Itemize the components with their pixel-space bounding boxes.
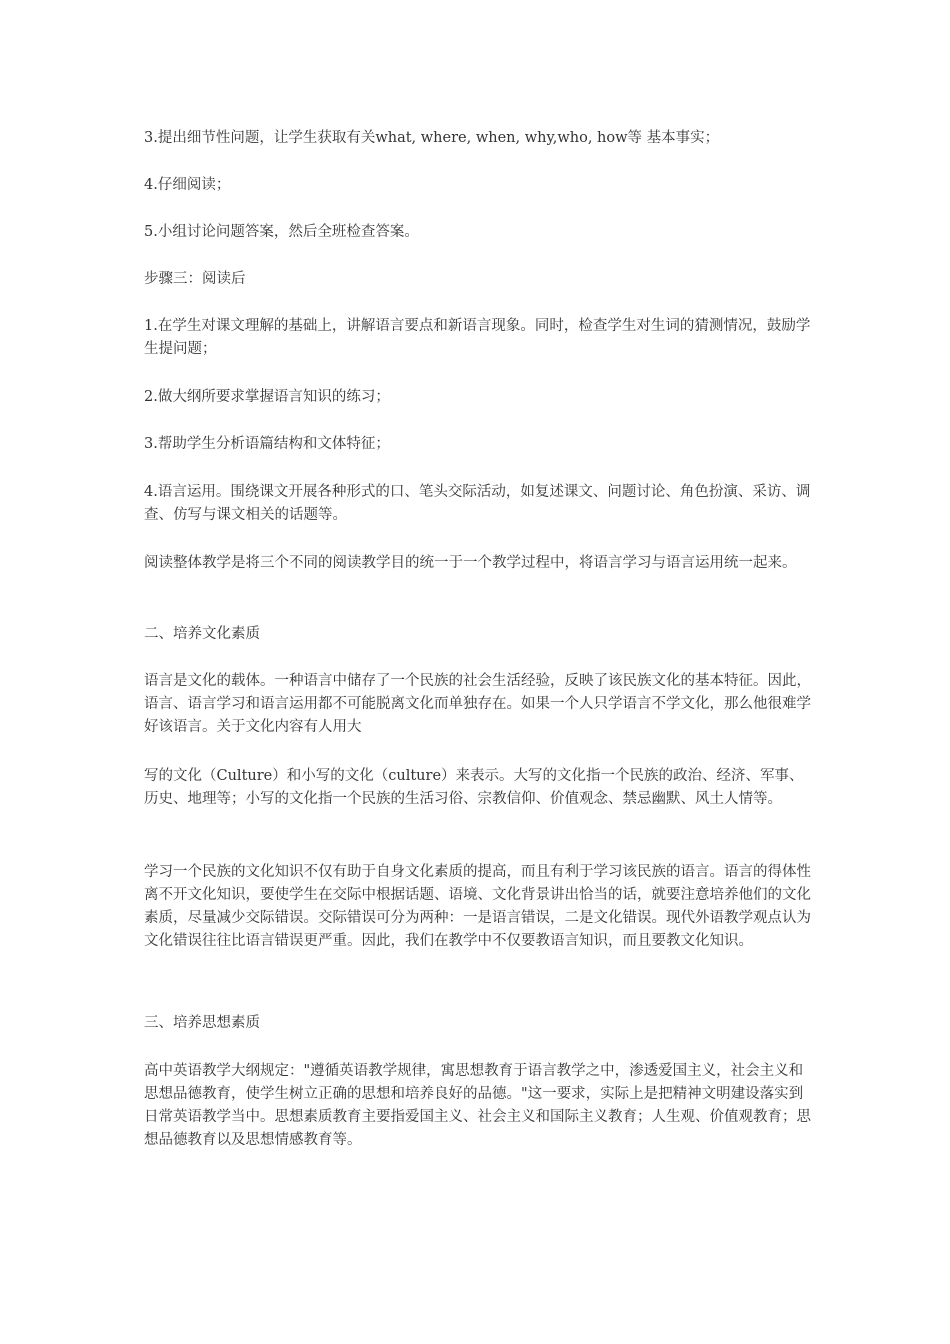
culture-paragraph-2: 写的文化（Culture）和小写的文化（culture）来表示。大写的文化指一个民族的政治、经济、军事、历史、地理等；小写的文化指一个民族的生活习俗、宗教信仰、价值观念、禁忌幽默、风土人情等。 xyxy=(144,768,804,807)
ideology-paragraph: 高中英语教学大纲规定："遵循英语教学规律，寓思想教育于语言教学之中，渗透爱国主义，社会主义和思想品德教育，使学生树立正确的思想和培养良好的品德。"这一要求，实际上是把精神文明建设落实到日常英语教学当中。思想素质教育主要指爱国主义、社会主义和国际主义教育；人生观、价值观教育；思想品德教育以及思想情感教育等。 xyxy=(144,1063,811,1148)
post-reading-item-3: 3.帮助学生分析语篇结构和文体特征； xyxy=(144,436,390,452)
step-item-5-group-discussion: 5.小组讨论问题答案，然后全班检查答案。 xyxy=(144,224,419,240)
post-reading-item-2: 2.做大纲所要求掌握语言知识的练习； xyxy=(144,389,390,405)
step-three-heading: 步骤三：阅读后 xyxy=(144,271,246,287)
step-item-4-careful-reading: 4.仔细阅读； xyxy=(144,177,231,193)
step-item-3-detail-questions: 3.提出细节性问题，让学生获取有关what, where, when, why,who, how等 基本事实； xyxy=(144,130,720,146)
post-reading-item-1: 1.在学生对课文理解的基础上，讲解语言要点和新语言现象。同时，检查学生对生词的猜测情况，鼓励学生提问题； xyxy=(144,318,811,357)
culture-paragraph-3: 学习一个民族的文化知识不仅有助于自身文化素质的提高，而且有利于学习该民族的语言。语言的得体性离不开文化知识，要使学生在交际中根据话题、语境、文化背景讲出恰当的话，就要注意培养他们的文化素质，尽量减少交际错误。交际错误可分为两种：一是语言错误，二是文化错误。现代外语教学观点认为文化错误往往比语言错误更严重。因此，我们在教学中不仅要教语言知识，而且要教文化知识。 xyxy=(144,864,811,949)
section-heading-culture: 二、培养文化素质 xyxy=(144,626,260,642)
post-reading-item-4: 4.语言运用。围绕课文开展各种形式的口、笔头交际活动，如复述课文、问题讨论、角色扮演、采访、调查、仿写与课文相关的话题等。 xyxy=(144,484,811,523)
culture-paragraph-1: 语言是文化的载体。一种语言中储存了一个民族的社会生活经验，反映了该民族文化的基本特征。因此，语言、语言学习和语言运用都不可能脱离文化而单独存在。如果一个人只学语言不学文化，那么他很难学好该语言。关于文化内容有人用大 xyxy=(144,673,811,735)
section-heading-ideology: 三、培养思想素质 xyxy=(144,1015,260,1031)
holistic-reading-summary: 阅读整体教学是将三个不同的阅读教学目的统一于一个教学过程中，将语言学习与语言运用统一起来。 xyxy=(144,555,797,571)
